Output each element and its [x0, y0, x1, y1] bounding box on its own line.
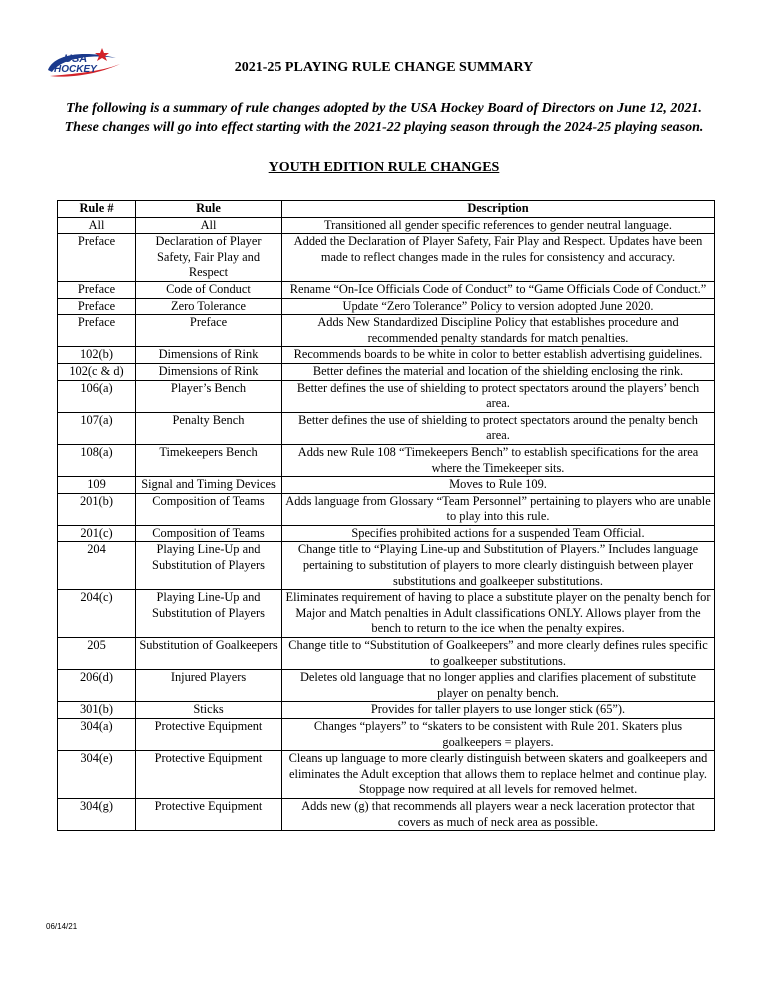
rule-name-cell: Declaration of Player Safety, Fair Play and Respect — [136, 234, 282, 282]
rule-number-cell: 201(b) — [58, 493, 136, 525]
description-cell: Rename “On-Ice Officials Code of Conduct” to “Game Officials Code of Conduct.” — [282, 281, 715, 298]
table-row — [58, 412, 715, 444]
rule-name-cell: Protective Equipment — [136, 719, 282, 751]
table-row — [58, 542, 715, 590]
description-cell: Adds language from Glossary “Team Personnel” pertaining to players who are unable to play into this rule. — [282, 493, 715, 525]
description-cell: Moves to Rule 109. — [282, 477, 715, 494]
description-cell: Transitioned all gender specific references to gender neutral language. — [282, 217, 715, 234]
rule-name-cell: Composition of Teams — [136, 493, 282, 525]
description-cell: Cleans up language to more clearly distinguish between skaters and goalkeepers and eliminates the Adult exception that allows them to replace helmet and continue play. Stoppage now required at all levels for removed helmet. — [282, 751, 715, 799]
intro-paragraph: The following is a summary of rule changes adopted by the USA Hockey Board of Directors on June 12, 2021. These changes will go into effect starting with the 2021-22 playing season through the 2024-25 playing season. — [64, 101, 704, 135]
rule-number-cell: 205 — [58, 638, 136, 670]
description-cell: Changes “players” to “skaters to be consistent with Rule 201. Skaters plus goalkeepers = players. — [282, 719, 715, 751]
table-row — [58, 477, 715, 494]
table-row — [58, 719, 715, 751]
description-cell: Change title to “Playing Line-up and Substitution of Players.” Includes language pertaining to substitution of players to more clearly distinguish between player substitutions and goalkeeper substitutions. — [282, 542, 715, 590]
rule-name-cell: Preface — [136, 315, 282, 347]
description-cell: Change title to “Substitution of Goalkeepers” and more clearly defines rules specific to goalkeeper substitutions. — [282, 638, 715, 670]
description-cell: Deletes old language that no longer applies and clarifies placement of substitute player on penalty bench. — [282, 670, 715, 702]
rule-name-cell: Dimensions of Rink — [136, 363, 282, 380]
rule-number-cell: Preface — [58, 298, 136, 315]
table-row — [58, 363, 715, 380]
rule-name-cell: Dimensions of Rink — [136, 347, 282, 364]
rule-name-cell: Zero Tolerance — [136, 298, 282, 315]
table-row — [58, 281, 715, 298]
description-cell: Better defines the use of shielding to protect spectators around the players’ bench area. — [282, 380, 715, 412]
table-row — [58, 380, 715, 412]
rule-name-cell: Penalty Bench — [136, 412, 282, 444]
rule-number-cell: 204(c) — [58, 590, 136, 638]
document-title: 2021-25 PLAYING RULE CHANGE SUMMARY — [234, 60, 534, 75]
table-row — [58, 670, 715, 702]
rule-name-cell: Substitution of Goalkeepers — [136, 638, 282, 670]
table-row — [58, 298, 715, 315]
rule-number-cell: Preface — [58, 281, 136, 298]
header-description: Description — [282, 201, 715, 218]
rule-number-cell: Preface — [58, 234, 136, 282]
description-cell: Recommends boards to be white in color to better establish advertising guidelines. — [282, 347, 715, 364]
table-row — [58, 347, 715, 364]
rule-number-cell: Preface — [58, 315, 136, 347]
rule-number-cell: 301(b) — [58, 702, 136, 719]
section-title: YOUTH EDITION RULE CHANGES — [268, 160, 500, 175]
rule-name-cell: Playing Line-Up and Substitution of Players — [136, 590, 282, 638]
rule-name-cell: Sticks — [136, 702, 282, 719]
table-row — [58, 702, 715, 719]
rule-name-cell: Signal and Timing Devices — [136, 477, 282, 494]
rule-changes-table — [57, 200, 715, 831]
rule-number-cell: 102(c & d) — [58, 363, 136, 380]
description-cell: Adds New Standardized Discipline Policy that establishes procedure and recommended penalty standards for match penalties. — [282, 315, 715, 347]
table-header-row — [58, 201, 715, 218]
rule-number-cell: 304(g) — [58, 798, 136, 830]
rule-number-cell: 304(a) — [58, 719, 136, 751]
description-cell: Better defines the use of shielding to protect spectators around the penalty bench area. — [282, 412, 715, 444]
description-cell: Adds new Rule 108 “Timekeepers Bench” to establish specifications for the area where the Timekeeper sits. — [282, 444, 715, 476]
table-row — [58, 444, 715, 476]
rule-name-cell: Protective Equipment — [136, 751, 282, 799]
rule-number-cell: 206(d) — [58, 670, 136, 702]
table-row — [58, 234, 715, 282]
rule-name-cell: Protective Equipment — [136, 798, 282, 830]
rule-number-cell: 102(b) — [58, 347, 136, 364]
description-cell: Adds new (g) that recommends all players wear a neck laceration protector that covers as much of neck area as possible. — [282, 798, 715, 830]
table-row — [58, 590, 715, 638]
rule-name-cell: Composition of Teams — [136, 525, 282, 542]
rule-number-cell: 106(a) — [58, 380, 136, 412]
description-cell: Eliminates requirement of having to place a substitute player on the penalty bench for Major and Match penalties in Adult classifications ONLY. Allows player from the bench to return to the ice when the penalty expires. — [282, 590, 715, 638]
rule-number-cell: 108(a) — [58, 444, 136, 476]
rule-number-cell: 204 — [58, 542, 136, 590]
rule-number-cell: 304(e) — [58, 751, 136, 799]
table-row — [58, 751, 715, 799]
rule-name-cell: Player’s Bench — [136, 380, 282, 412]
rule-number-cell: 201(c) — [58, 525, 136, 542]
rule-name-cell: Code of Conduct — [136, 281, 282, 298]
description-cell: Better defines the material and location of the shielding enclosing the rink. — [282, 363, 715, 380]
rule-name-cell: Timekeepers Bench — [136, 444, 282, 476]
rule-name-cell: Playing Line-Up and Substitution of Players — [136, 542, 282, 590]
rule-number-cell: 109 — [58, 477, 136, 494]
rule-name-cell: All — [136, 217, 282, 234]
description-cell: Specifies prohibited actions for a suspended Team Official. — [282, 525, 715, 542]
description-cell: Added the Declaration of Player Safety, Fair Play and Respect. Updates have been made to reflect changes made in the rules for consistency and accuracy. — [282, 234, 715, 282]
rule-name-cell: Injured Players — [136, 670, 282, 702]
description-cell: Provides for taller players to use longer stick (65”). — [282, 702, 715, 719]
table-row — [58, 638, 715, 670]
table-row — [58, 493, 715, 525]
logo-hockey-text: HOCKEY — [54, 64, 97, 75]
header-rule-number: Rule # — [58, 201, 136, 218]
logo-usa-text: USA — [64, 53, 88, 65]
rule-number-cell: 107(a) — [58, 412, 136, 444]
table-row — [58, 525, 715, 542]
rule-number-cell: All — [58, 217, 136, 234]
table-row — [58, 315, 715, 347]
description-cell: Update “Zero Tolerance” Policy to version adopted June 2020. — [282, 298, 715, 315]
header-rule: Rule — [136, 201, 282, 218]
table-row — [58, 798, 715, 830]
footer-date: 06/14/21 — [46, 922, 78, 931]
table-row — [58, 217, 715, 234]
